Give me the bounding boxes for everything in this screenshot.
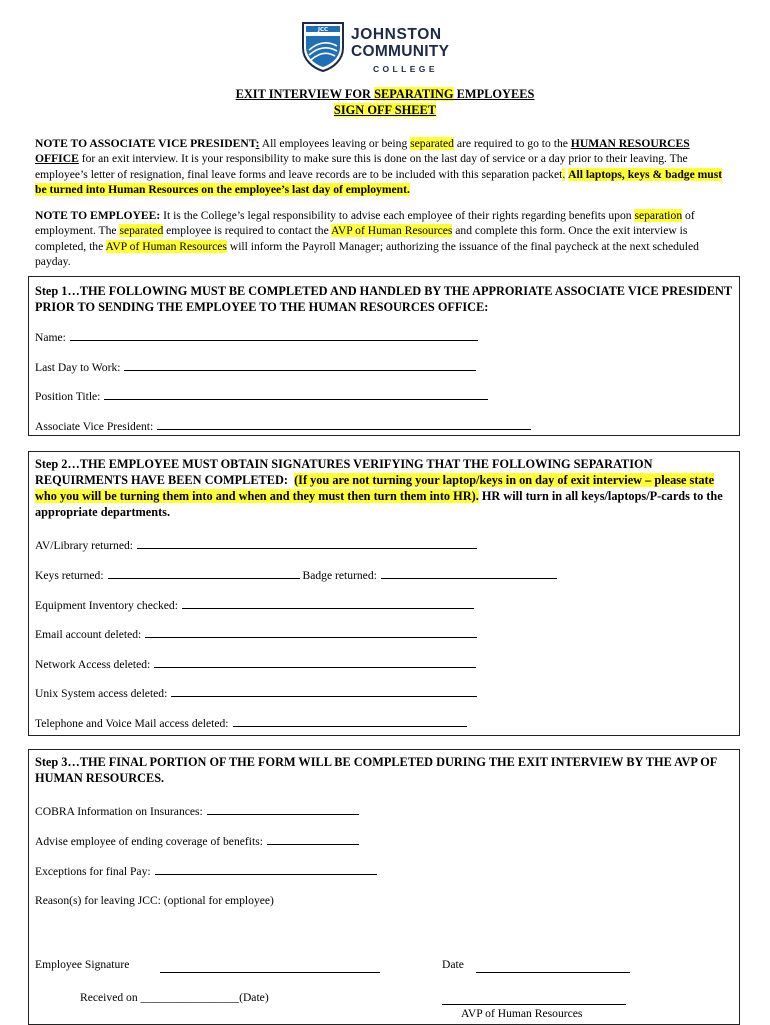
note-avp-text-3: for an exit interview. It is your responsibility to make sure this is done on the last day of service or a day prior to their leaving. The employee’s letter of resignation, final leave forms and leave records are to be included with this separation packet bbox=[35, 152, 688, 181]
received-date-label: (Date) bbox=[239, 991, 269, 1004]
note-employee-highlight-4: AVP of Human Resources bbox=[105, 239, 227, 253]
note-employee-highlight-3: AVP of Human Resources bbox=[330, 224, 453, 238]
cobra-label: COBRA Information on Insurances: bbox=[35, 805, 203, 818]
cobra-field[interactable] bbox=[35, 803, 359, 819]
form-title bbox=[0, 86, 770, 118]
step-2-heading-highlight: (If you are not turning your laptop/keys in on day of exit interview – please state who you will be turning them into and when and they must then turn them into HR). bbox=[35, 473, 715, 503]
avp-signature-line[interactable] bbox=[442, 990, 626, 1005]
title-sub: SIGN OFF SHEET bbox=[333, 103, 437, 117]
step-2-section bbox=[28, 451, 740, 736]
position-title-label: Position Title: bbox=[35, 390, 101, 403]
title-pre: EXIT INTERVIEW FOR bbox=[235, 87, 375, 101]
ending-coverage-line[interactable] bbox=[267, 833, 359, 845]
keys-label: Keys returned: bbox=[35, 569, 104, 582]
keys-line[interactable] bbox=[108, 567, 300, 579]
cobra-line[interactable] bbox=[207, 803, 359, 815]
note-employee-text-5: will inform the Payroll Manager; authorizing the issuance of the final paycheck at the next scheduled payday. bbox=[35, 239, 699, 268]
av-library-field[interactable] bbox=[35, 537, 477, 553]
exceptions-line[interactable] bbox=[155, 863, 377, 875]
received-on-label: Received on bbox=[80, 991, 138, 1004]
logo-line-3: COLLEGE bbox=[373, 64, 438, 74]
position-title-field[interactable] bbox=[35, 388, 488, 404]
title-line-1 bbox=[0, 86, 770, 102]
note-employee-highlight-2: separated bbox=[119, 224, 164, 238]
badge-label: Badge returned: bbox=[302, 569, 377, 582]
step-1-section bbox=[28, 276, 740, 436]
note-to-employee bbox=[35, 208, 725, 269]
received-on-blank[interactable]: _________________ bbox=[140, 991, 240, 1004]
av-library-label: AV/Library returned: bbox=[35, 539, 133, 552]
employee-signature-line[interactable] bbox=[160, 958, 380, 973]
email-deleted-label: Email account deleted: bbox=[35, 628, 142, 641]
step-2-heading-tail: HR will turn in all keys/laptops/P-cards to the appropriate departments. bbox=[35, 489, 723, 519]
last-day-label: Last Day to Work: bbox=[35, 361, 121, 374]
keys-field[interactable] bbox=[35, 567, 557, 583]
note-employee-text-1: It is the College’s legal responsibility to advise each employee of their rights regarding benefits upon bbox=[160, 209, 635, 222]
network-access-line[interactable] bbox=[154, 656, 476, 668]
note-avp-laptops-notice: All laptops, keys & badge must be turned into Human Resources on the employee’s last day of employment. bbox=[35, 167, 723, 196]
exceptions-field[interactable] bbox=[35, 863, 377, 879]
exceptions-label: Exceptions for final Pay: bbox=[35, 865, 151, 878]
av-library-line[interactable] bbox=[137, 537, 477, 549]
avp-field[interactable] bbox=[35, 418, 531, 434]
note-to-avp bbox=[35, 136, 725, 197]
network-access-field[interactable] bbox=[35, 656, 476, 672]
logo-line-1: JOHNSTON bbox=[351, 26, 442, 43]
logo-line-2: COMMUNITY bbox=[351, 43, 450, 60]
equipment-label: Equipment Inventory checked: bbox=[35, 599, 178, 612]
step-1-heading: Step 1…THE FOLLOWING MUST BE COMPLETED AND HANDLED BY THE APPRORIATE ASSOCIATE VICE PRESIDENT PRIOR TO SENDING THE EMPLOYEE TO THE HUMAN RESOURCES OFFICE: bbox=[35, 284, 732, 314]
note-employee-label: NOTE TO EMPLOYEE: bbox=[35, 209, 161, 222]
last-day-field[interactable] bbox=[35, 359, 476, 375]
email-deleted-line[interactable] bbox=[145, 626, 477, 638]
college-emblem-icon bbox=[300, 20, 346, 72]
equipment-field[interactable] bbox=[35, 597, 474, 613]
svg-text:JCC: JCC bbox=[317, 27, 329, 33]
reasons-label: Reason(s) for leaving JCC: (optional for employee) bbox=[35, 894, 274, 907]
telephone-field[interactable] bbox=[35, 715, 467, 731]
reasons-field[interactable] bbox=[35, 893, 274, 908]
note-avp-text-1: All employees leaving or being bbox=[259, 137, 411, 150]
date-label: Date bbox=[442, 958, 464, 971]
title-post: EMPLOYEES bbox=[453, 87, 535, 101]
avp-label: Associate Vice President: bbox=[35, 420, 154, 433]
note-avp-label: NOTE TO ASSOCIATE VICE PRESIDENT bbox=[35, 137, 256, 150]
ending-coverage-field[interactable] bbox=[35, 833, 359, 849]
date-line[interactable] bbox=[476, 958, 630, 973]
step-3-heading: Step 3…THE FINAL PORTION OF THE FORM WILL BE COMPLETED DURING THE EXIT INTERVIEW BY THE AVP OF HUMAN RESOURCES. bbox=[35, 755, 717, 785]
unix-access-field[interactable] bbox=[35, 685, 477, 701]
college-logo bbox=[300, 20, 470, 72]
unix-access-label: Unix System access deleted: bbox=[35, 687, 168, 700]
avp-hr-label: AVP of Human Resources bbox=[461, 1007, 583, 1020]
position-title-line[interactable] bbox=[104, 388, 488, 400]
note-employee-highlight-1: separation bbox=[634, 209, 683, 222]
note-employee-text-2: of employment. The bbox=[35, 209, 695, 238]
note-avp-text-2: are required to go to the bbox=[453, 137, 571, 150]
note-avp-colon: : bbox=[255, 137, 260, 150]
last-day-line[interactable] bbox=[124, 359, 476, 371]
note-avp-highlight-separated: separated bbox=[410, 137, 454, 150]
name-label: Name: bbox=[35, 331, 66, 344]
telephone-label: Telephone and Voice Mail access deleted: bbox=[35, 717, 229, 730]
note-employee-text-3: employee is required to contact the bbox=[163, 224, 331, 238]
badge-line[interactable] bbox=[381, 567, 557, 579]
step-2-heading-text: Step 2…THE EMPLOYEE MUST OBTAIN SIGNATURES VERIFYING THAT THE FOLLOWING SEPARATION REQUIRMENTS HAVE BEEN COMPLETED: bbox=[35, 457, 653, 487]
note-avp-hr-office: HUMAN RESOURCES OFFICE bbox=[35, 137, 690, 166]
ending-coverage-label: Advise employee of ending coverage of benefits: bbox=[35, 835, 263, 848]
employee-signature-label: Employee Signature bbox=[35, 958, 130, 971]
title-line-2 bbox=[0, 102, 770, 118]
name-line[interactable] bbox=[70, 329, 478, 341]
step-2-heading bbox=[35, 456, 735, 520]
title-highlight: SEPARATING bbox=[374, 87, 454, 101]
email-deleted-field[interactable] bbox=[35, 626, 477, 642]
note-employee-text-4: and complete this form. Once the exit interview is completed, the bbox=[35, 224, 688, 253]
telephone-line[interactable] bbox=[233, 715, 467, 727]
note-avp-highlight-dot: . bbox=[562, 167, 566, 181]
name-field[interactable] bbox=[35, 329, 478, 345]
received-on[interactable] bbox=[80, 990, 269, 1005]
unix-access-line[interactable] bbox=[171, 685, 477, 697]
step-3-section bbox=[28, 749, 740, 1025]
network-access-label: Network Access deleted: bbox=[35, 658, 151, 671]
avp-line[interactable] bbox=[157, 418, 531, 430]
equipment-line[interactable] bbox=[182, 597, 474, 609]
